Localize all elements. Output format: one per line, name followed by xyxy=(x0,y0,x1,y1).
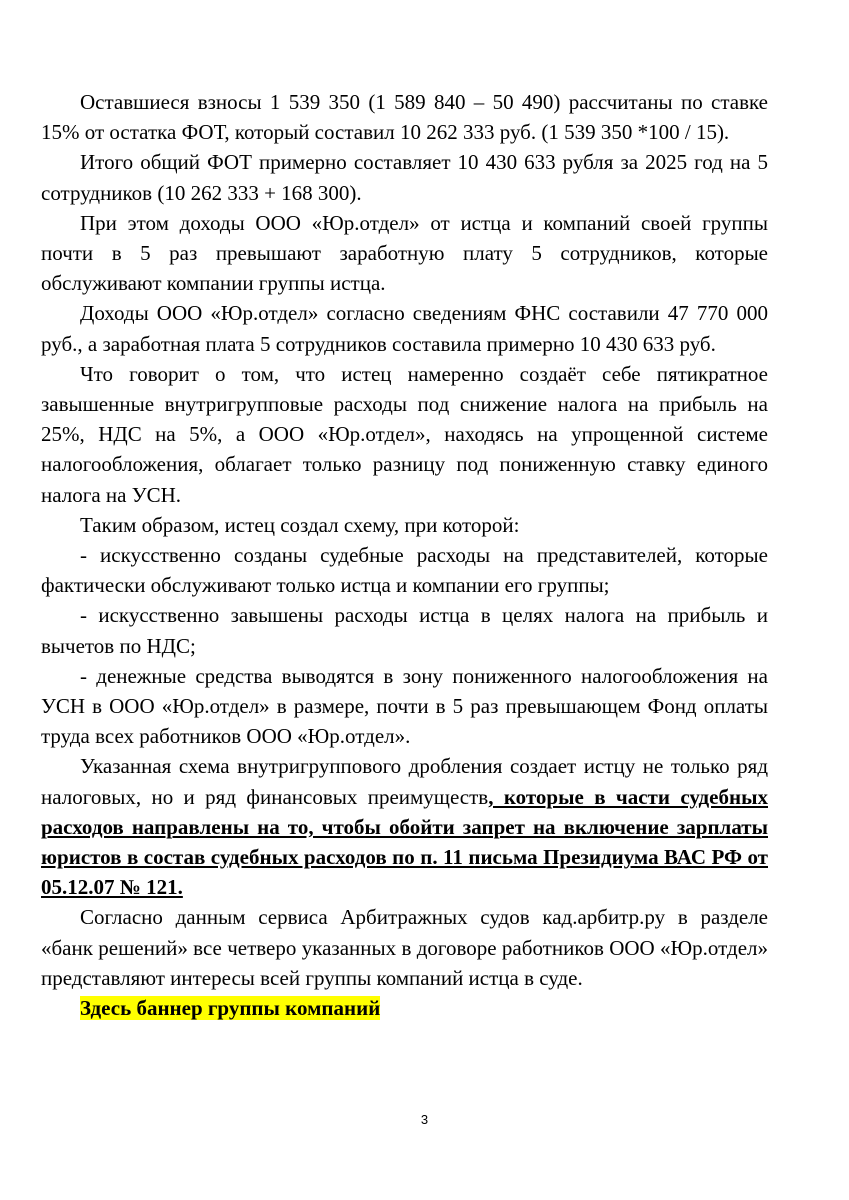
paragraph-total-payroll: Итого общий ФОТ примерно составляет 10 430 633 рубля за 2025 год на 5 сотрудников (10 262 333 + 168 300). xyxy=(41,150,768,205)
paragraph-intent: Что говорит о том, что истец намеренно создаёт себе пятикратное завышенные внутригрупповые расходы под снижение налога на прибыль на 25%, НДС на 5%, а ООО «Юр.отдел», находясь на упрощенной системе налогообложения, облагает только разницу под пониженную ставку единого налога на УСН. xyxy=(41,361,768,507)
list-item-funds-withdrawal: - денежные средства выводятся в зону пониженного налогообложения на УСН в ООО «Юр.отдел» в размере, почти в 5 раз превышающем Фонд оплаты труда всех работников ООО «Юр.отдел». xyxy=(41,663,768,749)
paragraph-income-comparison: При этом доходы ООО «Юр.отдел» от истца и компаний своей группы почти в 5 раз превышают заработную плату 5 сотрудников, которые обслуживают компании группы истца. xyxy=(41,210,768,296)
highlighted-banner-note: Здесь баннер группы компаний xyxy=(80,996,381,1021)
scheme-emphasis-text: , которые в части судебных расходов направлены на то, чтобы обойти запрет на включение зарплаты юристов в состав судебных расходов по п. 11 письма Президиума ВАС РФ от 05.12.07 № 121. xyxy=(41,784,768,900)
paragraph-scheme-advantages xyxy=(41,751,768,902)
paragraph-contributions: Оставшиеся взносы 1 539 350 (1 589 840 – 50 490) рассчитаны по ставке 15% от остатка ФОТ, который составил 10 262 333 руб. (1 539 350 *100 / 15). xyxy=(41,90,768,145)
paragraph-banner-note xyxy=(41,993,768,1023)
paragraph-court-representation: Согласно данным сервиса Арбитражных судов кад.арбитр.ру в разделе «банк решений» все четверо указанных в договоре работников ООО «Юр.отдел» представляют интересы всей группы компаний истца в суде. xyxy=(41,905,768,990)
scheme-plain-text: Указанная схема внутригруппового дробления создает истцу не только ряд налоговых, но и ряд финансовых преимуществ xyxy=(41,754,768,809)
paragraph-fns-income: Доходы ООО «Юр.отдел» согласно сведениям ФНС составили 47 770 000 руб., а заработная плата 5 сотрудников составила примерно 10 430 633 руб. xyxy=(41,301,768,356)
document-body xyxy=(41,87,768,1023)
page-number: 3 xyxy=(420,1112,429,1127)
list-item-inflated-expenses: - искусственно завышены расходы истца в целях налога на прибыль и вычетов по НДС; xyxy=(41,603,768,658)
paragraph-scheme-intro: Таким образом, истец создал схему, при которой: xyxy=(80,512,520,537)
list-item-court-costs: - искусственно созданы судебные расходы на представителей, которые фактически обслуживают только истца и компании его группы; xyxy=(41,543,768,598)
